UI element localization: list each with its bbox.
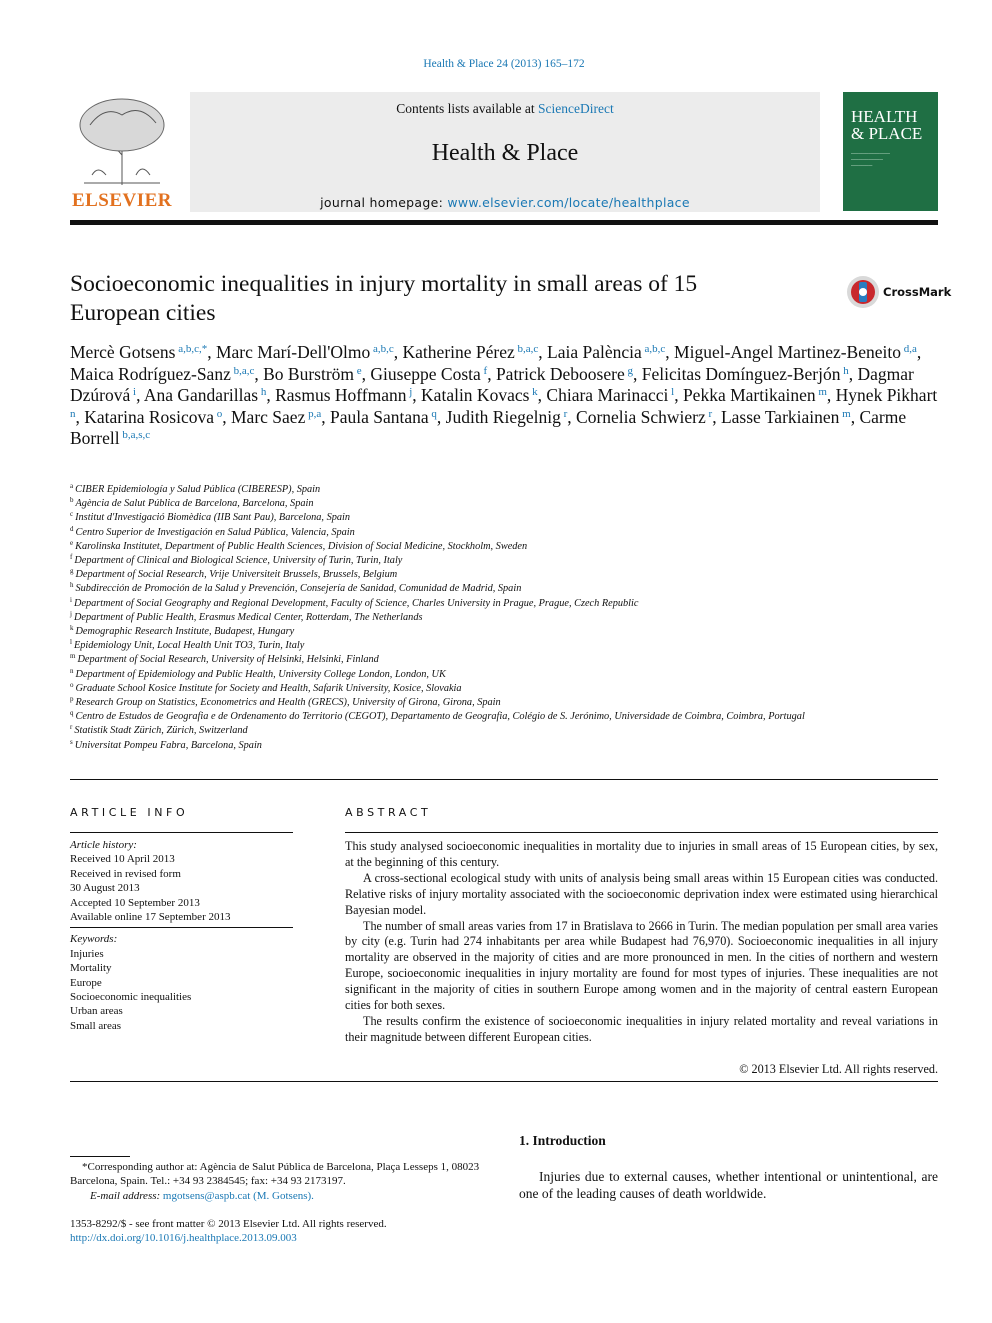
history-item: 30 August 2013 xyxy=(70,882,140,895)
author-separator: , xyxy=(266,385,276,405)
author[interactable]: Lasse Tarkiainen xyxy=(720,406,840,427)
author-separator: , xyxy=(75,406,85,427)
abstract-copyright: © 2013 Elsevier Ltd. All rights reserved. xyxy=(739,1062,938,1076)
affiliation-item xyxy=(70,724,940,738)
affiliation-key: l xyxy=(70,638,72,647)
author-affiliation-marker[interactable]: b,a,c xyxy=(230,364,255,377)
history-item: Accepted 10 September 2013 xyxy=(70,896,200,909)
author[interactable]: Patrick Deboosere xyxy=(495,363,625,384)
author[interactable]: Laia Palència xyxy=(547,342,642,362)
affiliation-item xyxy=(70,710,940,724)
author-list xyxy=(70,342,940,450)
author-separator: , xyxy=(712,406,721,427)
cover-title-line2: & PLACE xyxy=(851,124,923,143)
author[interactable]: Pekka Martikainen xyxy=(682,385,816,405)
author-affiliation-marker[interactable]: o xyxy=(214,407,223,420)
crossmark-icon xyxy=(846,275,880,309)
keyword-item: Injuries xyxy=(70,947,104,960)
author[interactable]: Katherine Pérez xyxy=(402,342,515,362)
author[interactable]: Felicitas Domínguez-Berjón xyxy=(641,363,841,384)
author-separator: , xyxy=(412,385,422,405)
contents-prefix: Contents lists available at xyxy=(396,101,538,116)
author-separator: , xyxy=(361,363,371,384)
affiliation-text: Research Group on Statistics, Econometrics and Health (GRECS), University of Girona, Girona, Spain xyxy=(75,697,501,709)
cover-title-line1: HEALTH xyxy=(851,107,918,126)
author-separator: , xyxy=(567,406,577,427)
keyword-item: Small areas xyxy=(70,1019,122,1032)
author-affiliation-marker[interactable]: l xyxy=(668,386,675,398)
author-affiliation-marker[interactable]: k xyxy=(529,386,538,398)
affiliation-item xyxy=(70,696,940,710)
affiliation-key: j xyxy=(70,609,72,618)
affiliation-key: k xyxy=(70,624,74,633)
journal-cover[interactable] xyxy=(843,92,938,211)
affiliation-key: g xyxy=(70,567,74,576)
affiliation-text: Epidemiology Unit, Local Health Unit TO3, Turin, Italy xyxy=(73,640,305,652)
author[interactable]: Ana Gandarillas xyxy=(143,385,259,405)
author[interactable]: Katalin Kovacs xyxy=(421,385,530,405)
header-rule xyxy=(70,220,938,225)
author-affiliation-marker[interactable]: b,a,s,c xyxy=(119,429,151,441)
author-separator: , xyxy=(665,342,675,362)
author-affiliation-marker[interactable]: h xyxy=(258,386,267,398)
elsevier-wordmark: ELSEVIER xyxy=(71,190,173,211)
author-separator: , xyxy=(207,342,216,362)
history-item: Received in revised form xyxy=(70,867,181,880)
author-affiliation-marker[interactable]: e xyxy=(354,364,362,377)
issn-block xyxy=(70,1217,510,1246)
affiliation-key: o xyxy=(70,680,74,689)
journal-homepage xyxy=(190,195,820,210)
abstract-paragraph: A cross-sectional ecological study with units of analysis being small areas within 15 European cities was conducted. Relative risks of injury mortality associated with the socioeconomic deprivation index were estimated using hierarchical Bayesian model. xyxy=(345,870,938,917)
affiliation-text: Department of Social Research, Vrije Universiteit Brussels, Brussels, Belgium xyxy=(75,569,398,581)
author-separator: , xyxy=(916,342,922,362)
affiliation-item xyxy=(70,625,940,639)
abstract-paragraph: The number of small areas varies from 17 in Bratislava to 2666 in Turin. The median population per small area varies by city (e.g. Turin had 274 inhabitants per area while Budapest had 76,970). Socioeconomic inequalities in all injury mortality are observed in the majority of cities and are more pronounced in men. In the cities of northern and western Europe, socioeconomic inequalities in injury mortality are found for most types of injuries. These inequalities are not significant in the majority of cities in southern Europe among women and in the majority of central eastern European cities for both sexes. xyxy=(345,918,938,1013)
affiliation-item xyxy=(70,611,940,625)
affiliation-key: d xyxy=(70,524,74,533)
author[interactable]: Marc Marí-Dell'Olmo xyxy=(215,342,371,362)
corresponding-footnote xyxy=(70,1160,490,1203)
history-label: Article history: xyxy=(70,839,137,851)
cover-fine-print: ─────────── ───────── ────── xyxy=(851,152,890,169)
sciencedirect-link[interactable]: ScienceDirect xyxy=(538,101,614,116)
author[interactable]: Judith Riegelnig xyxy=(445,406,561,427)
author-separator: , xyxy=(393,342,403,362)
affiliation-text: Centro Superior de Investigación en Salud Pública, Valencia, Spain xyxy=(75,526,355,538)
affiliation-item xyxy=(70,582,940,596)
affiliation-item xyxy=(70,511,940,525)
affiliation-key: f xyxy=(70,553,73,562)
homepage-link[interactable]: www.elsevier.com/locate/healthplace xyxy=(447,195,690,210)
author[interactable]: Cornelia Schwierz xyxy=(576,406,706,427)
author-affiliation-marker[interactable]: r xyxy=(705,407,713,420)
author-affiliation-marker[interactable]: d,a xyxy=(901,343,917,355)
affiliation-item xyxy=(70,526,940,540)
author-affiliation-marker[interactable]: m xyxy=(839,407,851,420)
affiliation-text: Department of Social Geography and Regional Development, Faculty of Science, Charles University in Prague, Prague, Czech Republic xyxy=(73,597,639,609)
affiliation-text: CIBER Epidemiología y Salud Pública (CIBERESP), Spain xyxy=(75,484,321,495)
introduction-heading: 1. Introduction xyxy=(519,1133,606,1148)
author-separator: , xyxy=(436,406,446,427)
author-separator: , xyxy=(674,385,683,405)
author-affiliation-marker[interactable]: i xyxy=(130,386,137,398)
author-separator: , xyxy=(321,406,330,427)
affiliation-text: Department of Clinical and Biological Science, University of Turin, Turin, Italy xyxy=(74,555,403,567)
keyword-item: Socioeconomic inequalities xyxy=(70,991,192,1004)
affiliation-text: Universitat Pompeu Fabra, Barcelona, Spain xyxy=(74,739,262,751)
abstract-rule xyxy=(345,832,938,833)
affiliation-text: Statistik Stadt Zürich, Zürich, Switzerland xyxy=(74,725,248,737)
affiliation-key: m xyxy=(70,652,76,661)
affiliation-text: Department of Social Research, University of Helsinki, Helsinki, Finland xyxy=(77,654,379,666)
affiliation-text: Institut d'Investigació Biomèdica (IIB Sant Pau), Barcelona, Spain xyxy=(75,512,351,524)
contents-line xyxy=(190,101,820,117)
author-separator: , xyxy=(848,363,858,384)
crossmark-badge[interactable] xyxy=(846,275,951,309)
author-affiliation-marker[interactable]: q xyxy=(428,407,437,420)
journal-citation[interactable]: Health & Place 24 (2013) 165–172 xyxy=(423,58,585,70)
email-label: E-mail address: xyxy=(90,1189,163,1202)
author-separator: , xyxy=(136,385,144,405)
author-separator: , xyxy=(826,385,836,405)
affiliation-key: h xyxy=(70,581,74,590)
email-link[interactable]: mgotsens@aspb.cat (M. Gotsens). xyxy=(162,1189,314,1202)
author[interactable]: Rasmus Hoffmann xyxy=(275,385,407,405)
affiliation-text: Demographic Research Institute, Budapest, Hungary xyxy=(75,626,295,638)
author[interactable]: Dagmar Dzúrová xyxy=(70,363,914,405)
abstract-heading: ABSTRACT xyxy=(345,806,432,819)
affiliation-list xyxy=(70,483,940,753)
affiliation-key: e xyxy=(70,538,74,547)
doi-link[interactable]: http://dx.doi.org/10.1016/j.healthplace.2013.09.003 xyxy=(70,1232,297,1245)
affiliation-item xyxy=(70,597,940,611)
affiliation-text: Agència de Salut Pública de Barcelona, Barcelona, Spain xyxy=(75,498,314,510)
author-separator: , xyxy=(850,406,860,427)
affiliation-item xyxy=(70,483,940,497)
affiliation-text: Department of Public Health, Erasmus Medical Center, Rotterdam, The Netherlands xyxy=(73,611,423,623)
affiliation-item xyxy=(70,668,940,682)
affiliation-item xyxy=(70,497,940,511)
author-affiliation-marker[interactable]: f xyxy=(480,364,488,377)
abstract-body xyxy=(345,839,938,1046)
article-info-rule xyxy=(70,832,293,833)
author-separator: , xyxy=(254,363,264,384)
author[interactable]: Miguel-Angel Martinez-Beneito xyxy=(674,342,901,362)
affiliation-text: Graduate School Kosice Institute for Society and Health, Safarik University, Kosice, Slovakia xyxy=(75,682,462,694)
article-info xyxy=(70,838,294,1033)
footnote-rule xyxy=(70,1156,130,1157)
author-affiliation-marker[interactable]: m xyxy=(815,386,827,398)
crossmark-label: CrossMark xyxy=(883,285,952,299)
keyword-item: Mortality xyxy=(70,962,112,975)
affiliation-key: r xyxy=(70,723,73,732)
author-affiliation-marker[interactable]: j xyxy=(406,386,413,398)
history-item: Available online 17 September 2013 xyxy=(70,911,231,924)
author-separator: , xyxy=(632,363,642,384)
affil-rule xyxy=(70,779,938,780)
author[interactable]: Carme Borrell xyxy=(70,406,907,448)
author-affiliation-marker[interactable]: b,a,c xyxy=(514,343,539,355)
affiliation-item xyxy=(70,554,940,568)
affiliation-item xyxy=(70,639,940,653)
affiliation-key: c xyxy=(70,510,74,519)
affiliation-item xyxy=(70,682,940,696)
history-item: Received 10 April 2013 xyxy=(70,853,175,866)
author-affiliation-marker[interactable]: p,a xyxy=(305,407,322,420)
author[interactable]: Giuseppe Costa xyxy=(370,363,481,384)
author[interactable]: Paula Santana xyxy=(329,406,429,427)
keywords-label: Keywords: xyxy=(70,933,118,946)
abstract-paragraph: This study analysed socioeconomic inequalities in mortality due to injuries in small areas of 15 European cities, by sex, at the beginning of this century. xyxy=(345,839,938,869)
author[interactable]: Marc Saez xyxy=(231,406,306,427)
affiliation-key: n xyxy=(70,666,74,675)
keyword-item: Europe xyxy=(70,976,102,989)
keyword-item: Urban areas xyxy=(70,1005,123,1018)
author[interactable]: Mercè Gotsens xyxy=(70,342,176,362)
corresponding-author: *Corresponding author at: Agència de Salut Pública de Barcelona, Plaça Lesseps 1, 08023 Barcelona, Spain. Tel.: +34 93 2384545; fax: +34 93 2173197. xyxy=(70,1161,480,1188)
journal-name: Health & Place xyxy=(431,140,579,166)
keywords-list xyxy=(70,947,294,1033)
affiliation-key: b xyxy=(70,496,74,505)
author-affiliation-marker[interactable]: r xyxy=(560,407,568,420)
author-affiliation-marker[interactable]: n xyxy=(70,407,76,420)
author-affiliation-marker[interactable]: a,b,c xyxy=(641,343,666,355)
author-separator: , xyxy=(538,342,548,362)
abstract-bottom-rule xyxy=(70,1081,938,1082)
abstract-paragraph: The results confirm the existence of socioeconomic inequalities in injury related mortality and reveal variations in their magnitude between different European cities. xyxy=(345,1013,938,1044)
introduction-text: Injuries due to external causes, whether intentional or unintentional, are one of the leading causes of death worldwide. xyxy=(519,1169,938,1201)
homepage-prefix: journal homepage: xyxy=(320,195,448,210)
author[interactable]: Hynek Pikhart xyxy=(835,385,938,405)
author-affiliation-marker[interactable]: a,b,c,* xyxy=(175,343,208,355)
author-separator: , xyxy=(487,363,496,384)
affiliation-item xyxy=(70,739,940,753)
author-affiliation-marker[interactable]: a,b,c xyxy=(370,343,394,355)
affiliation-key: q xyxy=(70,709,74,718)
affiliation-key: i xyxy=(70,595,72,604)
article-title: Socioeconomic inequalities in injury mortality in small areas of 15 European cities xyxy=(70,271,698,326)
affiliation-item xyxy=(70,568,940,582)
issn-line: 1353-8292/$ - see front matter © 2013 Elsevier Ltd. All rights reserved. xyxy=(70,1218,387,1230)
affiliation-key: p xyxy=(70,695,74,704)
author-affiliation-marker[interactable]: g xyxy=(624,364,633,377)
affiliation-key: s xyxy=(70,737,73,746)
author[interactable]: Katarina Rosicova xyxy=(84,406,214,427)
email-row xyxy=(70,1189,490,1203)
author[interactable]: Chiara Marinacci xyxy=(546,385,669,405)
author-affiliation-marker[interactable]: h xyxy=(840,364,849,377)
affiliation-text: Centro de Estudos de Geografia e de Ordenamento do Territorio (CEGOT), Departamento de Geografia, Colégio de S. Jerónimo, Universidade de Coimbra, Coimbra, Portugal xyxy=(75,711,805,723)
author-separator: , xyxy=(222,406,231,427)
affiliation-text: Karolinska Institutet, Department of Public Health Sciences, Division of Social Medicine, Stockholm, Sweden xyxy=(75,540,528,552)
affiliation-key: a xyxy=(70,482,74,490)
author[interactable]: Maica Rodríguez-Sanz xyxy=(70,363,231,384)
affiliation-text: Subdirección de Promoción de la Salud y Prevención, Consejería de Sanidad, Comunidad de Madrid, Spain xyxy=(75,583,522,595)
history-list xyxy=(70,852,294,924)
article-info-heading: ARTICLE INFO xyxy=(70,806,189,819)
author[interactable]: Bo Burström xyxy=(263,363,355,384)
author-separator: , xyxy=(537,385,547,405)
affiliation-item xyxy=(70,540,940,554)
affiliation-text: Department of Epidemiology and Public Health, University College London, London, UK xyxy=(75,668,446,680)
affiliation-item xyxy=(70,653,940,667)
